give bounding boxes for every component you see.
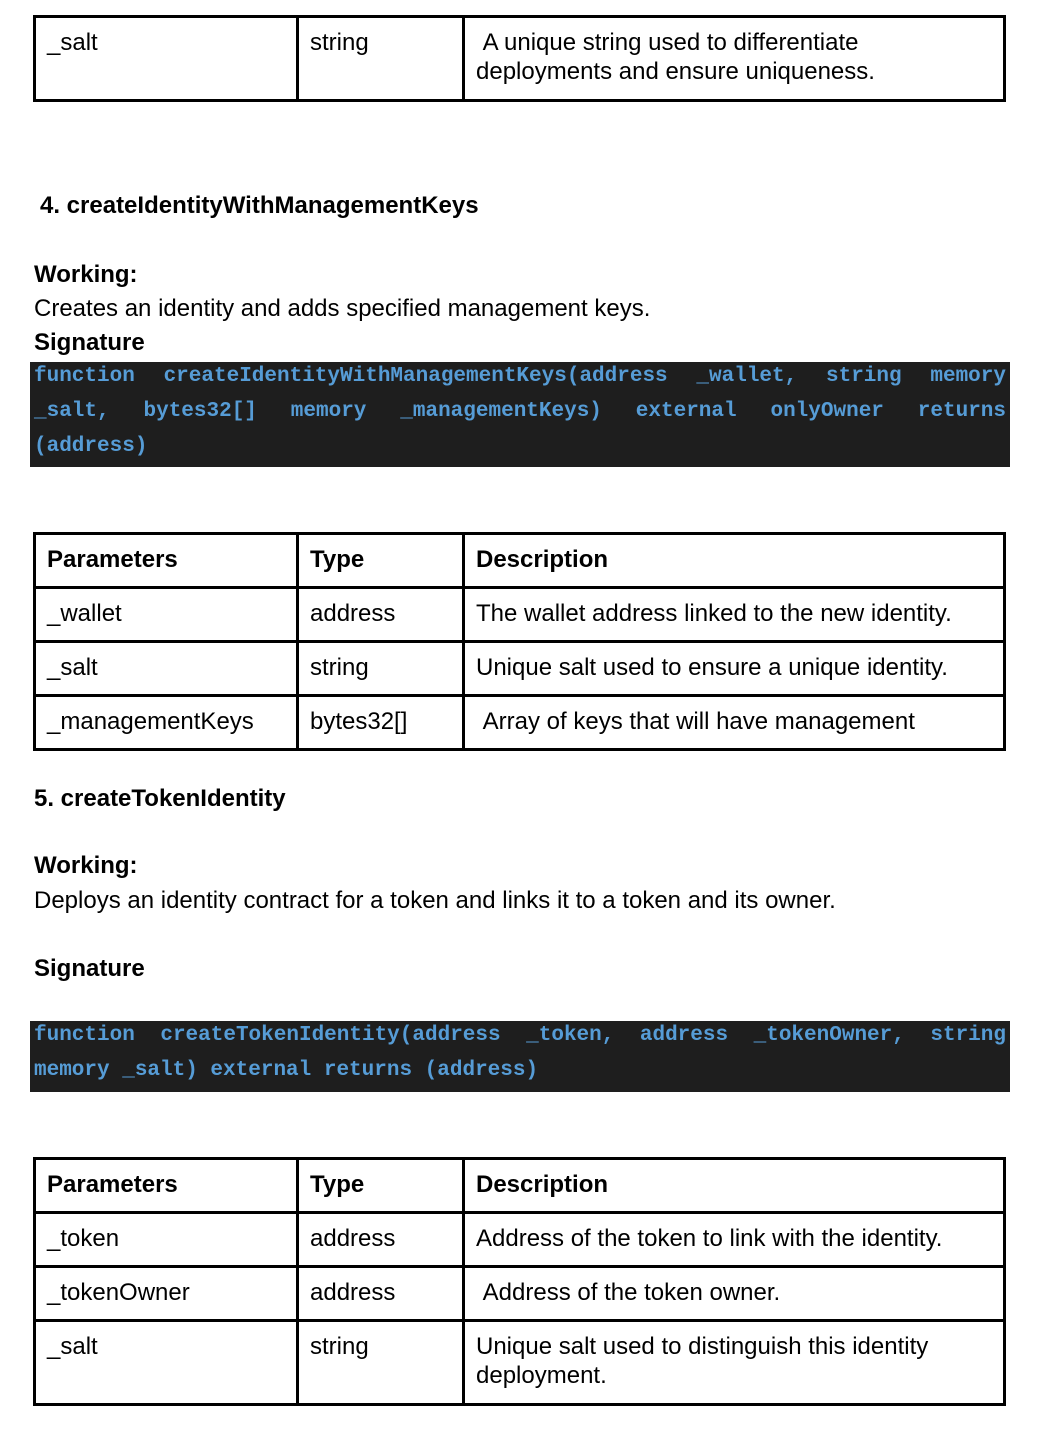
section-heading-5: 5. createTokenIdentity <box>34 785 286 812</box>
params-table-section5 <box>33 1157 1006 1406</box>
working-label: Working: <box>34 261 138 288</box>
param-description: A unique string used to differentiate deployments and ensure uniqueness. <box>464 17 1005 101</box>
param-name: _tokenOwner <box>35 1267 298 1321</box>
param-name: _wallet <box>35 588 298 642</box>
working-description: Deploys an identity contract for a token and links it to a token and its owner. <box>34 887 836 914</box>
param-name: _managementKeys <box>35 696 298 750</box>
header-parameters: Parameters <box>35 534 298 588</box>
header-description: Description <box>464 1159 1005 1213</box>
code-line: memory _salt) external returns (address) <box>34 1059 539 1082</box>
working-label: Working: <box>34 852 138 879</box>
table-header-row <box>35 1159 1005 1213</box>
table-row <box>35 642 1005 696</box>
code-line: function createTokenIdentity(address _token, address _tokenOwner, string <box>34 1024 1006 1047</box>
signature-label: Signature <box>34 329 145 356</box>
param-type: string <box>298 1321 464 1405</box>
code-line: (address) <box>34 435 148 458</box>
param-description: Unique salt used to distinguish this identity deployment. <box>464 1321 1005 1405</box>
params-table-section4 <box>33 532 1006 751</box>
header-description: Description <box>464 534 1005 588</box>
code-block-signature-4 <box>30 362 1010 467</box>
param-name: _token <box>35 1213 298 1267</box>
table-row <box>35 696 1005 750</box>
code-line: function createIdentityWithManagementKeys(address _wallet, string memory <box>34 365 1006 388</box>
param-type: string <box>298 17 464 101</box>
param-description: Address of the token owner. <box>464 1267 1005 1321</box>
table-header-row <box>35 534 1005 588</box>
param-type: bytes32[] <box>298 696 464 750</box>
header-parameters: Parameters <box>35 1159 298 1213</box>
code-block-signature-5 <box>30 1021 1010 1092</box>
section-heading-4: 4. createIdentityWithManagementKeys <box>40 192 479 219</box>
param-description: The wallet address linked to the new identity. <box>464 588 1005 642</box>
signature-label: Signature <box>34 955 145 982</box>
code-line: _salt, bytes32[] memory _managementKeys) external onlyOwner returns <box>34 400 1006 423</box>
param-name: _salt <box>35 17 298 101</box>
table-row <box>35 1267 1005 1321</box>
table-row <box>35 1213 1005 1267</box>
table-row <box>35 588 1005 642</box>
param-name: _salt <box>35 1321 298 1405</box>
table-row <box>35 1321 1005 1405</box>
header-type: Type <box>298 534 464 588</box>
param-description: Array of keys that will have management <box>464 696 1005 750</box>
working-description: Creates an identity and adds specified management keys. <box>34 295 651 322</box>
param-type: string <box>298 642 464 696</box>
param-name: _salt <box>35 642 298 696</box>
param-description: Address of the token to link with the identity. <box>464 1213 1005 1267</box>
param-type: address <box>298 1213 464 1267</box>
param-description: Unique salt used to ensure a unique identity. <box>464 642 1005 696</box>
table-row <box>35 17 1005 101</box>
header-type: Type <box>298 1159 464 1213</box>
param-type: address <box>298 1267 464 1321</box>
params-table-section3-continued <box>33 15 1006 102</box>
param-type: address <box>298 588 464 642</box>
